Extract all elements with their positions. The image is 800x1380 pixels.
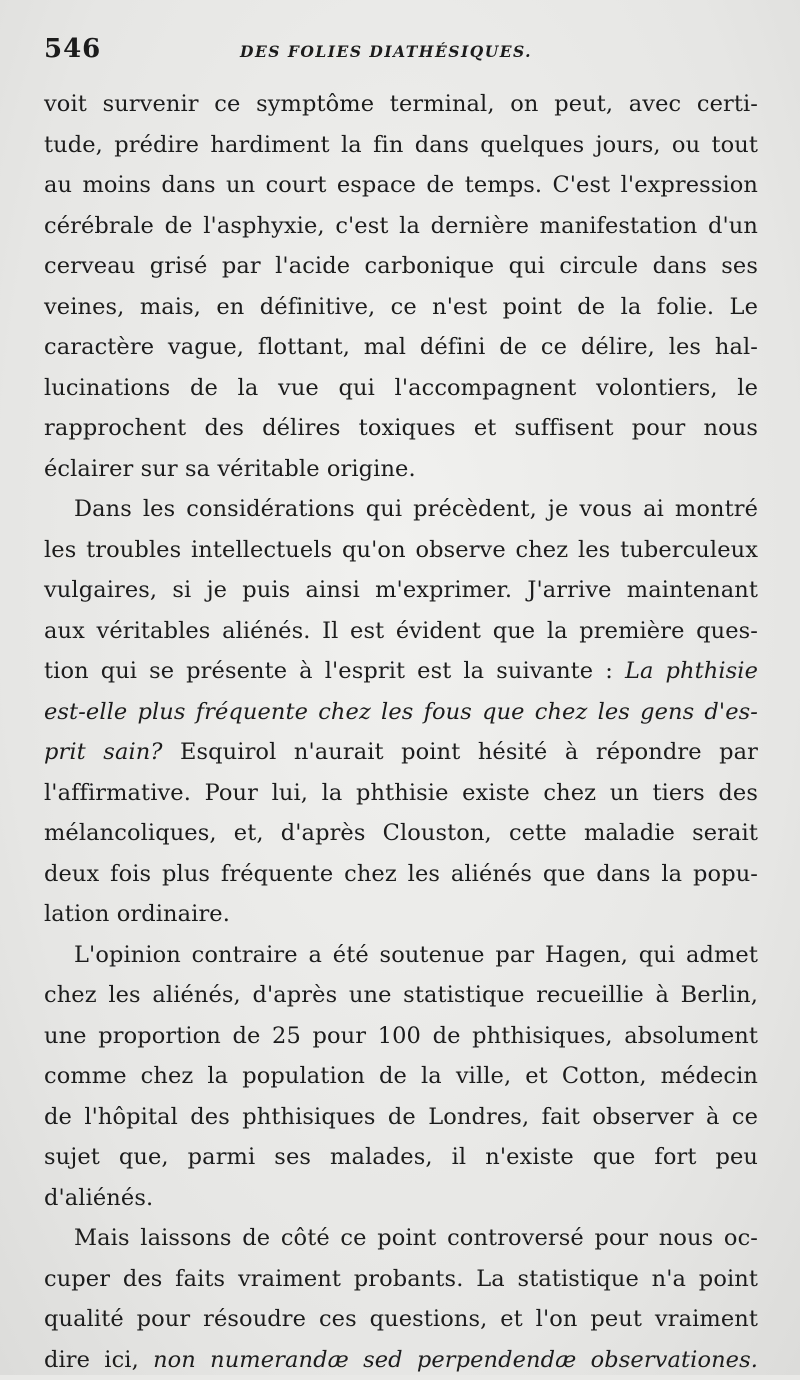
text-line: au moins dans un court espace de temps. C'est l'expression — [44, 165, 758, 206]
italic-phrase: non numerandæ sed perpendendæ observationes. — [153, 1347, 758, 1373]
text-line: aux véritables aliénés. Il est évident que la première ques- — [44, 611, 758, 652]
text-line: sujet que, parmi ses malades, il n'existe que fort peu — [44, 1137, 758, 1178]
text-line-with-italic — [44, 1340, 758, 1380]
text-line: chez les aliénés, d'après une statistique recueillie à Berlin, — [44, 975, 758, 1016]
text-line: lucinations de la vue qui l'accompagnent volontiers, le — [44, 368, 758, 409]
text-line: cérébrale de l'asphyxie, c'est la dernière manifestation d'un — [44, 206, 758, 247]
text-line: Dans les considérations qui précèdent, je vous ai montré — [44, 489, 758, 530]
italic-phrase: est-elle plus fréquente chez les fous que chez les gens d'es- — [44, 699, 758, 725]
text-line: cuper des faits vraiment probants. La statistique n'a point — [44, 1259, 758, 1300]
text-line: tude, prédire hardiment la fin dans quelques jours, ou tout — [44, 125, 758, 166]
italic-line — [44, 692, 758, 733]
text-line: d'aliénés. — [44, 1178, 758, 1219]
text-line: caractère vague, flottant, mal défini de ce délire, les hal- — [44, 327, 758, 368]
text-line: l'affirmative. Pour lui, la phthisie existe chez un tiers des — [44, 773, 758, 814]
text-line: vulgaires, si je puis ainsi m'exprimer. J'arrive maintenant — [44, 570, 758, 611]
text-line: voit survenir ce symptôme terminal, on peut, avec certi- — [44, 84, 758, 125]
text-line: de l'hôpital des phthisiques de Londres, fait observer à ce — [44, 1097, 758, 1138]
text-line: éclairer sur sa véritable origine. — [44, 449, 758, 490]
text-line: mélancoliques, et, d'après Clouston, cette maladie serait — [44, 813, 758, 854]
italic-phrase: La phthisie — [625, 658, 758, 684]
italic-phrase: prit sain? — [44, 739, 163, 765]
text-line: lation ordinaire. — [44, 894, 758, 935]
text-line: veines, mais, en définitive, ce n'est point de la folie. Le — [44, 287, 758, 328]
text-line-with-italic — [44, 732, 758, 773]
text-line-with-italic — [44, 651, 758, 692]
text-segment: dire ici, — [44, 1347, 153, 1373]
text-line: rapprochent des délires toxiques et suffisent pour nous — [44, 408, 758, 449]
text-line: une proportion de 25 pour 100 de phthisiques, absolument — [44, 1016, 758, 1057]
text-line: cerveau grisé par l'acide carbonique qui circule dans ses — [44, 246, 758, 287]
text-line: comme chez la population de la ville, et Cotton, médecin — [44, 1056, 758, 1097]
text-segment: tion qui se présente à l'esprit est la suivante : — [44, 658, 625, 684]
running-title: DES FOLIES DIATHÉSIQUES. — [240, 42, 532, 61]
text-line: qualité pour résoudre ces questions, et l'on peut vraiment — [44, 1299, 758, 1340]
body-text — [44, 84, 758, 1380]
page-number: 546 — [44, 34, 101, 64]
text-line: les troubles intellectuels qu'on observe chez les tuberculeux — [44, 530, 758, 571]
text-line: Mais laissons de côté ce point controversé pour nous oc- — [44, 1218, 758, 1259]
page-header — [44, 34, 759, 68]
text-segment: Esquirol n'aurait point hésité à répondre par — [163, 739, 758, 765]
text-line: L'opinion contraire a été soutenue par Hagen, qui admet — [44, 935, 758, 976]
text-line: deux fois plus fréquente chez les aliénés que dans la popu- — [44, 854, 758, 895]
